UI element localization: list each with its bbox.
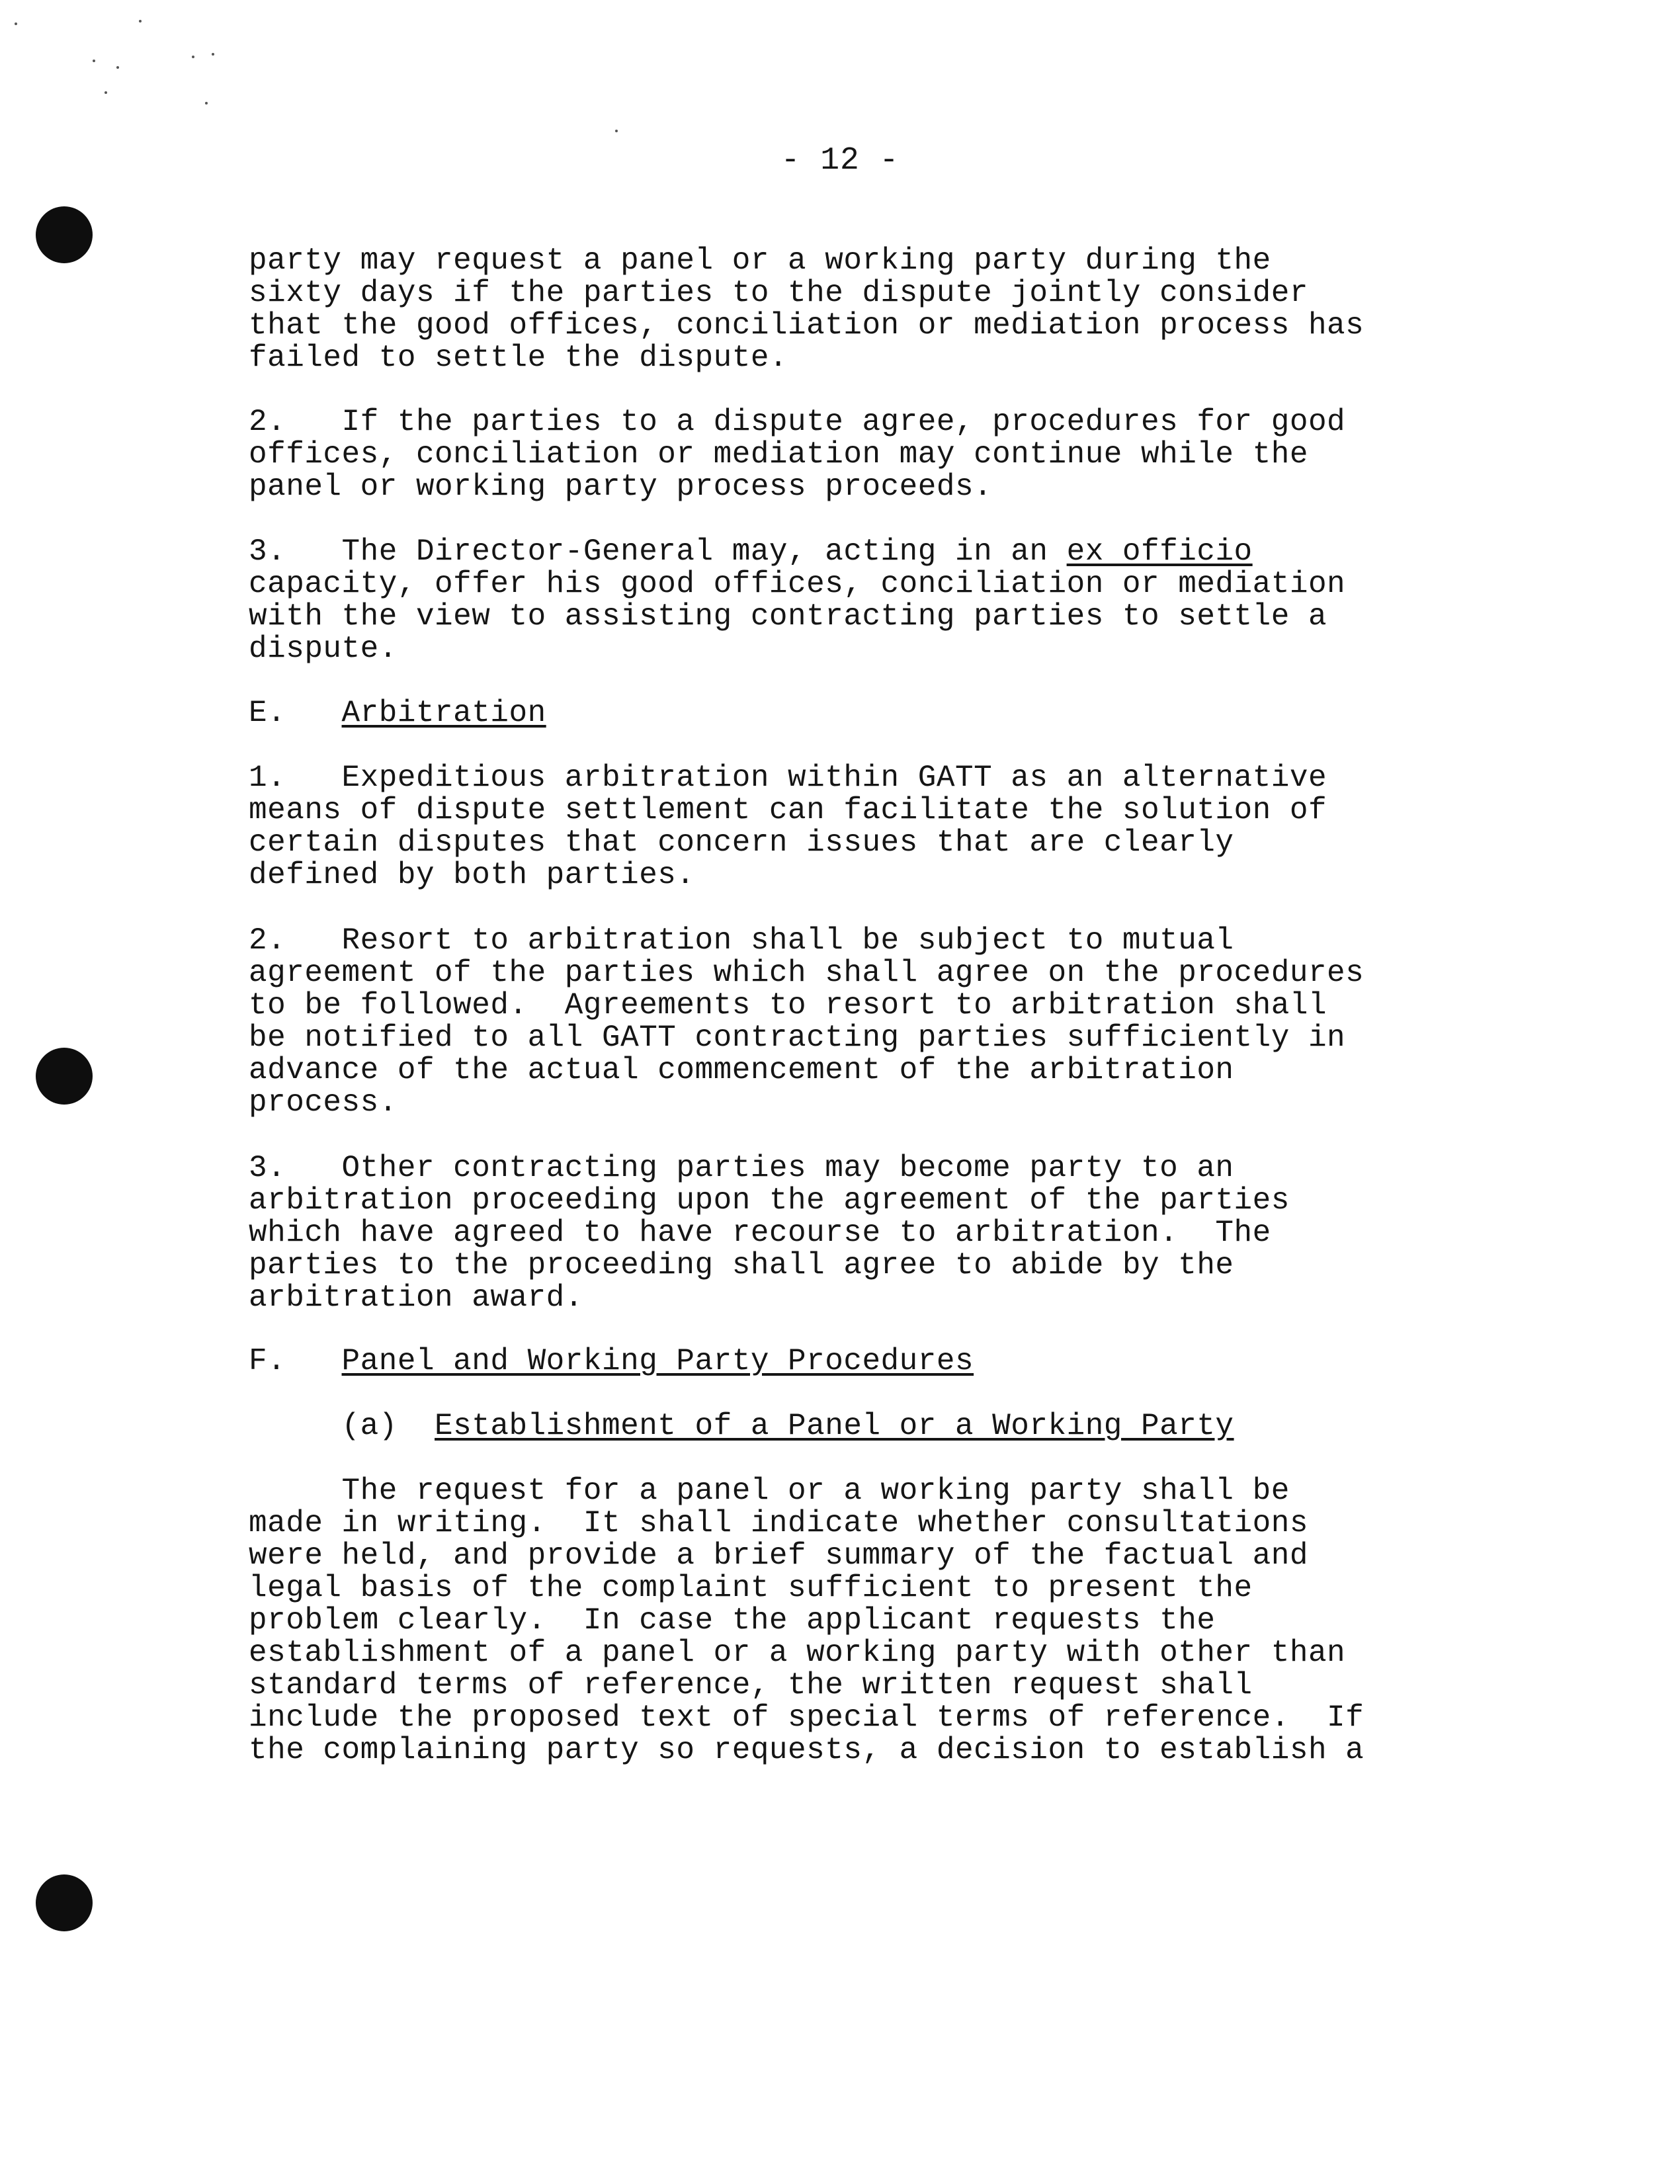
text-line: party may request a panel or a working party during the — [249, 243, 1271, 278]
punch-hole-top — [36, 206, 93, 263]
scan-speck — [105, 91, 107, 94]
scan-speck — [116, 66, 119, 69]
text-line: parties to the proceeding shall agree to abide by the — [249, 1248, 1234, 1282]
text-line: means of dispute settlement can facilitate the solution of — [249, 793, 1327, 827]
text-line: sixty days if the parties to the dispute jointly consider — [249, 276, 1308, 310]
text-line: advance of the actual commencement of the arbitration — [249, 1053, 1234, 1087]
paragraph-number: 3. — [249, 534, 342, 569]
latin-term-ex-officio: ex officio — [1066, 534, 1253, 569]
text-line: offices, conciliation or mediation may continue while the — [249, 437, 1308, 472]
scan-speck — [212, 53, 214, 56]
text-line: process. — [249, 1085, 398, 1120]
text-line: problem clearly. In case the applicant requests the — [249, 1603, 1216, 1638]
punch-hole-middle — [36, 1048, 93, 1105]
text-line: to be followed. Agreements to resort to arbitration shall — [249, 988, 1327, 1023]
section-title: Panel and Working Party Procedures — [341, 1344, 974, 1378]
text-line: standard terms of reference, the written request shall — [249, 1668, 1253, 1702]
subsection-label: (a) — [249, 1409, 435, 1443]
text-line: arbitration award. — [249, 1281, 583, 1315]
subsection-title: Establishment of a Panel or a Working Party — [435, 1409, 1234, 1443]
page-number: - 12 - — [780, 143, 900, 179]
text-line: with the view to assisting contracting parties to settle a — [249, 599, 1327, 634]
paragraph-e-1 — [249, 762, 1439, 892]
text-line: arbitration proceeding upon the agreement of the parties — [249, 1183, 1290, 1218]
text-line: 3. Other contracting parties may become party to an — [249, 1151, 1234, 1185]
paragraph-d-3 — [249, 536, 1439, 665]
punch-hole-bottom — [36, 1874, 93, 1931]
text-line: 2. If the parties to a dispute agree, procedures for good — [249, 405, 1346, 439]
paragraph-f-a — [249, 1475, 1439, 1767]
subsection-heading-a — [249, 1410, 1439, 1443]
text-line: dispute. — [249, 632, 398, 666]
text-line: made in writing. It shall indicate whether consultations — [249, 1506, 1308, 1540]
paragraph-e-2 — [249, 925, 1439, 1119]
section-title: Arbitration — [341, 696, 546, 730]
text-line: include the proposed text of special terms of reference. If — [249, 1701, 1365, 1735]
text-line: that the good offices, conciliation or mediation process has — [249, 308, 1365, 343]
text-line — [249, 536, 1439, 568]
text-line: capacity, offer his good offices, conciliation or mediation — [249, 567, 1346, 601]
text-line: 2. Resort to arbitration shall be subject to mutual — [249, 923, 1234, 958]
scan-speck — [93, 60, 95, 62]
text-line: certain disputes that concern issues that are clearly — [249, 825, 1234, 860]
section-heading-f — [249, 1345, 1439, 1378]
section-heading-e — [249, 697, 1439, 730]
text-line: 1. Expeditious arbitration within GATT as an alternative — [249, 761, 1327, 795]
text-line: defined by both parties. — [249, 858, 695, 892]
scan-speck — [15, 22, 17, 25]
section-letter: E. — [249, 696, 342, 730]
text-line: the complaining party so requests, a decision to establish a — [249, 1733, 1365, 1767]
text-line: establishment of a panel or a working party with other than — [249, 1636, 1346, 1670]
scan-speck — [192, 56, 194, 58]
text-line: which have agreed to have recourse to arbitration. The — [249, 1216, 1271, 1250]
text-line: legal basis of the complaint sufficient to present the — [249, 1571, 1253, 1605]
section-letter: F. — [249, 1344, 342, 1378]
scan-speck — [615, 130, 618, 132]
paragraph-d-2 — [249, 406, 1439, 503]
scan-speck — [139, 20, 142, 22]
text-line: were held, and provide a brief summary of the factual and — [249, 1538, 1308, 1573]
paragraph-e-3 — [249, 1152, 1439, 1314]
text-line: The request for a panel or a working party shall be — [249, 1474, 1290, 1508]
text-line: agreement of the parties which shall agree on the procedures — [249, 956, 1365, 990]
text-line: be notified to all GATT contracting parties sufficiently in — [249, 1021, 1346, 1055]
text-run: The Director-General may, acting in an — [341, 534, 1067, 569]
text-line: failed to settle the dispute. — [249, 341, 788, 375]
paragraph-continuation — [249, 245, 1439, 374]
text-line: panel or working party process proceeds. — [249, 470, 993, 504]
scan-speck — [205, 102, 208, 105]
